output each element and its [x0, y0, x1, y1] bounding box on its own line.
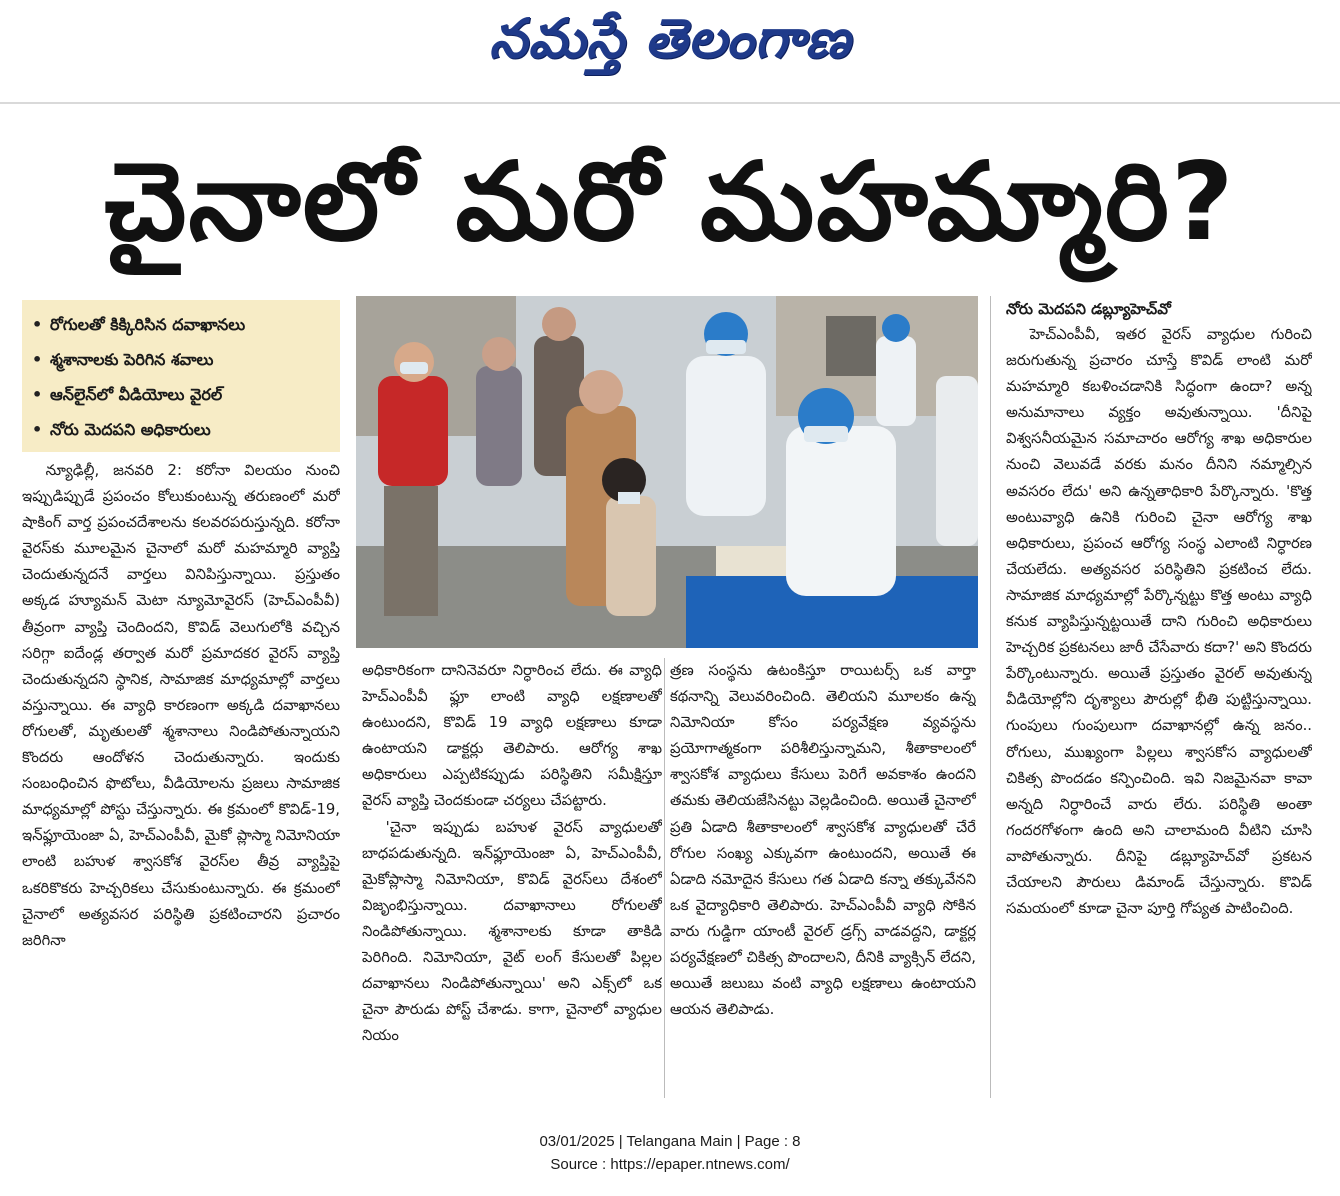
newspaper-logo: నమస్తే తెలంగాణ [489, 6, 851, 70]
masthead-divider [0, 102, 1340, 104]
highlights-box [22, 300, 340, 452]
bullet-icon: • [32, 350, 43, 369]
article-column-3 [670, 658, 976, 1098]
source-link[interactable]: Source : https://epaper.ntnews.com/ [550, 1156, 790, 1173]
article-paragraph: న్యూఢిల్లీ, జనవరి 2: కరోనా విలయం నుంచి ఇప్పుడిప్పుడే ప్రపంచం కోలుకుంటున్న తరుణంలో మరో షాకింగ్ వార్త ప్రపంచదేశాలను కలవరపరుస్తున్నది. కరోనా వైరస్‌కు మూలమైన చైనాలో మరో మహమ్మారి వ్యాప్తి చెందుతున్నదనే వార్తలు వినిపిస్తున్నాయి. ప్రస్తుతం అక్కడ హ్యూమన్ మెటా న్యూమోవైరస్ (హెచ్‌ఎంపీవీ) తీవ్రంగా వ్యాప్తి చెందిందని, కొవిడ్ వెలుగులోకి వచ్చిన సరిగ్గా ఐదేండ్ల తర్వాత మరో ప్రమాదకర వైరస్ వ్యాప్తి చెందుతున్నదని స్థానిక, సామాజిక మాధ్యమాల్లో వార్తలు వస్తున్నాయి. ఈ వ్యాధి కారణంగా అక్కడి దవాఖానలు రోగులతో, మృతులతో శ్మశానాలు నిండిపోతున్నాయని కొందరు ఆందోళన చెందుతున్నారు. ఇందుకు సంబంధించిన ఫొటోలు, వీడియోలను ప్రజలు సామాజిక మాధ్యమాల్లో పోస్టు చేస్తున్నారు. ఈ క్రమంలో కొవిడ్-19, ఇన్‌ఫ్లూయెంజా ఏ, హెచ్‌ఎంపీవీ, మైకో ప్లాస్మా నిమోనియా లాంటి బహుళ శ్వాసకోశ వైరస్‌ల తీవ్ర వ్యాప్తిపై ఒకరికొకరు హెచ్చరికలు చేసుకుంటున్నారు. ఈ క్రమంలో చైనాలో అత్యవసర పరిస్థితి ప్రకటించారని ప్రచారం జరిగినా [22, 462, 340, 949]
edition-info: 03/01/2025 | Telangana Main | Page : 8 [539, 1133, 801, 1150]
masthead [0, 0, 1340, 100]
article-paragraph: త్రణ సంస్థను ఉటంకిస్తూ రాయిటర్స్ ఒక వార్తా కథనాన్ని వెలువరించింది. తెలియని మూలకం ఉన్న నిమోనియా కోసం పర్యవేక్షణ వ్యవస్థను ప్రయోగాత్మకంగా పరిశీలిస్తున్నామని, శీతాకాలంలో శ్వాసకోశ వ్యాధులు కేసులు పెరిగే అవకాశం ఉందని తమకు తెలియజేసినట్టు వెల్లడించింది. అయితే చైనాలో ప్రతి ఏడాది శీతాకాలంలో శ్వాసకోశ వ్యాధులతో చేరే రోగుల సంఖ్య ఎక్కువగా ఉంటుందని, అయితే ఈ ఏడాది నమోదైన కేసులు గత ఏడాది కన్నా తక్కువేనని ఒక వైద్యాధికారి తెలిపారు. హెచ్‌ఎంపీవీ వ్యాధి సోకిన వారు గుడ్డిగా యాంటీ వైరల్ డ్రగ్స్ వాడవద్దని, డాక్టర్ల పర్యవేక్షణలో చికిత్స పొందాలని, దీనికి వ్యాక్సిన్ లేదని, అయితే జలుబు వంటి వ్యాధి లక్షణాలు ఉంటాయని ఆయన తెలిపాడు. [670, 662, 976, 1019]
column-divider [990, 296, 991, 1098]
bullet-icon: • [32, 315, 43, 334]
highlight-item [32, 413, 332, 448]
article-paragraph: 'చైనా ఇప్పుడు బహుళ వైరస్ వ్యాధులతో బాధపడుతున్నది. ఇన్‌ఫ్లూయెంజా ఏ, హెచ్‌ఎంపీవీ, మైకోప్లాస్మా నిమోనియా, కొవిడ్ వైరస్‌లు దేశంలో విజృంభిస్తున్నాయి. దవాఖానాలు రోగులతో నిండిపోతున్నాయి. శ్మశానాలకు కూడా తాకిడి పెరిగింది. నిమోనియా, వైట్ లంగ్ కేసులతో పిల్లల దవాఖానలు నిండిపోతున్నాయి' అని ఎక్స్‌లో ఒక చైనా పౌరుడు పోస్ట్ చేశాడు. కాగా, చైనాలో వ్యాధుల నియం [362, 818, 662, 1045]
highlight-item [32, 308, 332, 343]
news-photo [356, 296, 978, 648]
bullet-icon: • [32, 420, 43, 439]
highlight-text: ఆన్‌లైన్‌లో వీడియోలు వైరల్ [50, 385, 223, 404]
article-column-2 [362, 658, 662, 1098]
article-headline: చైనాలో మరో మహమ్మారి? [104, 140, 1236, 265]
article-column-4 [1006, 296, 1312, 1098]
highlight-item [32, 378, 332, 413]
article-paragraph: హెచ్‌ఎంపీవీ, ఇతర వైరస్ వ్యాధుల గురించి జరుగుతున్న ప్రచారం చూస్తే కొవిడ్ లాంటి మరో మహమ్మారి కబళించడానికి సిద్ధంగా ఉందా? అన్న అనుమానాలు వ్యక్తం అవుతున్నాయి. 'దీనిపై విశ్వసనీయమైన సమాచారం ఆరోగ్య శాఖ అధికారుల నుంచి వెలువడే వరకు మనం దీనిని నమ్మాల్సిన అవసరం లేదు' అని ఉన్నతాధికారి పేర్కొన్నారు. 'కొత్త అంటువ్యాధి ఉనికి గురించి చైనా ఆరోగ్య శాఖ అధికారులు, ప్రపంచ ఆరోగ్య సంస్థ ఎలాంటి నిర్ధారణ చేయలేదు. అత్యవసర పరిస్థితిని ప్రకటించ లేదు. సామాజిక మాధ్యమాల్లో పేర్కొన్నట్టు కొత్త అంటు వ్యాధి కనుక వ్యాపిస్తున్నట్టయితే దాని గురించి అధికారులు హెచ్చరిక ప్రకటనలు జారీ చేసేవారు కదా?' అని కొందరు పేర్కొంటున్నారు. అయితే ప్రస్తుతం వైరల్ అవుతున్న వీడియోల్లోని దృశ్యాలు పౌరుల్లో భీతి పుట్టిస్తున్నాయి. గుంపులు గుంపులుగా దవాఖానల్లో ఉన్న జనం.. రోగులు, ముఖ్యంగా పిల్లలు శ్వాసకోస వ్యాధులతో చికిత్స పొందడం కన్పించింది. ఇవి నిజమైనవా కావా అన్నది నిర్ధారించే వారు లేరు. పరిస్థితి అంతా గందరగోళంగా ఉంది అని చాలామంది వీటిని చూసి వాపోతున్నారు. దీనిపై డబ్ల్యూహెచ్‌వో ప్రకటన చేయాలని పౌరులు డిమాండ్ చేస్తున్నారు. కొవిడ్ సమయంలో కూడా చైనా పూర్తి గోప్యత పాటించింది. [1006, 326, 1312, 918]
highlight-text: శ్మశానాలకు పెరిగిన శవాలు [50, 350, 214, 369]
highlight-item [32, 343, 332, 378]
bullet-icon: • [32, 385, 43, 404]
highlight-text: నోరు మెదపని అధికారులు [50, 420, 211, 439]
article-column-1 [22, 458, 340, 1098]
article-paragraph: అధికారికంగా దానినెవరూ నిర్ధారించ లేదు. ఈ వ్యాధి హెచ్‌ఎంపీవీ ఫ్లూ లాంటి వ్యాధి లక్షణాలతో ఉంటుందని, కొవిడ్ 19 వ్యాధి లక్షణాలు కూడా ఉంటాయని డాక్టర్లు తెలిపారు. ఆరోగ్య శాఖ అధికారులు ఎప్పటికప్పుడు పరిస్థితిని సమీక్షిస్తూ వైరస్ వ్యాప్తి చెందకుండా చర్యలు చేపట్టారు. [362, 662, 662, 810]
page-footer [0, 1130, 1340, 1176]
subheading: నోరు మెదపని డబ్ల్యూహెచ్‌వో [1006, 300, 1171, 318]
column-divider [664, 658, 665, 1098]
highlight-text: రోగులతో కిక్కిరిసిన దవాఖానలు [50, 315, 246, 334]
